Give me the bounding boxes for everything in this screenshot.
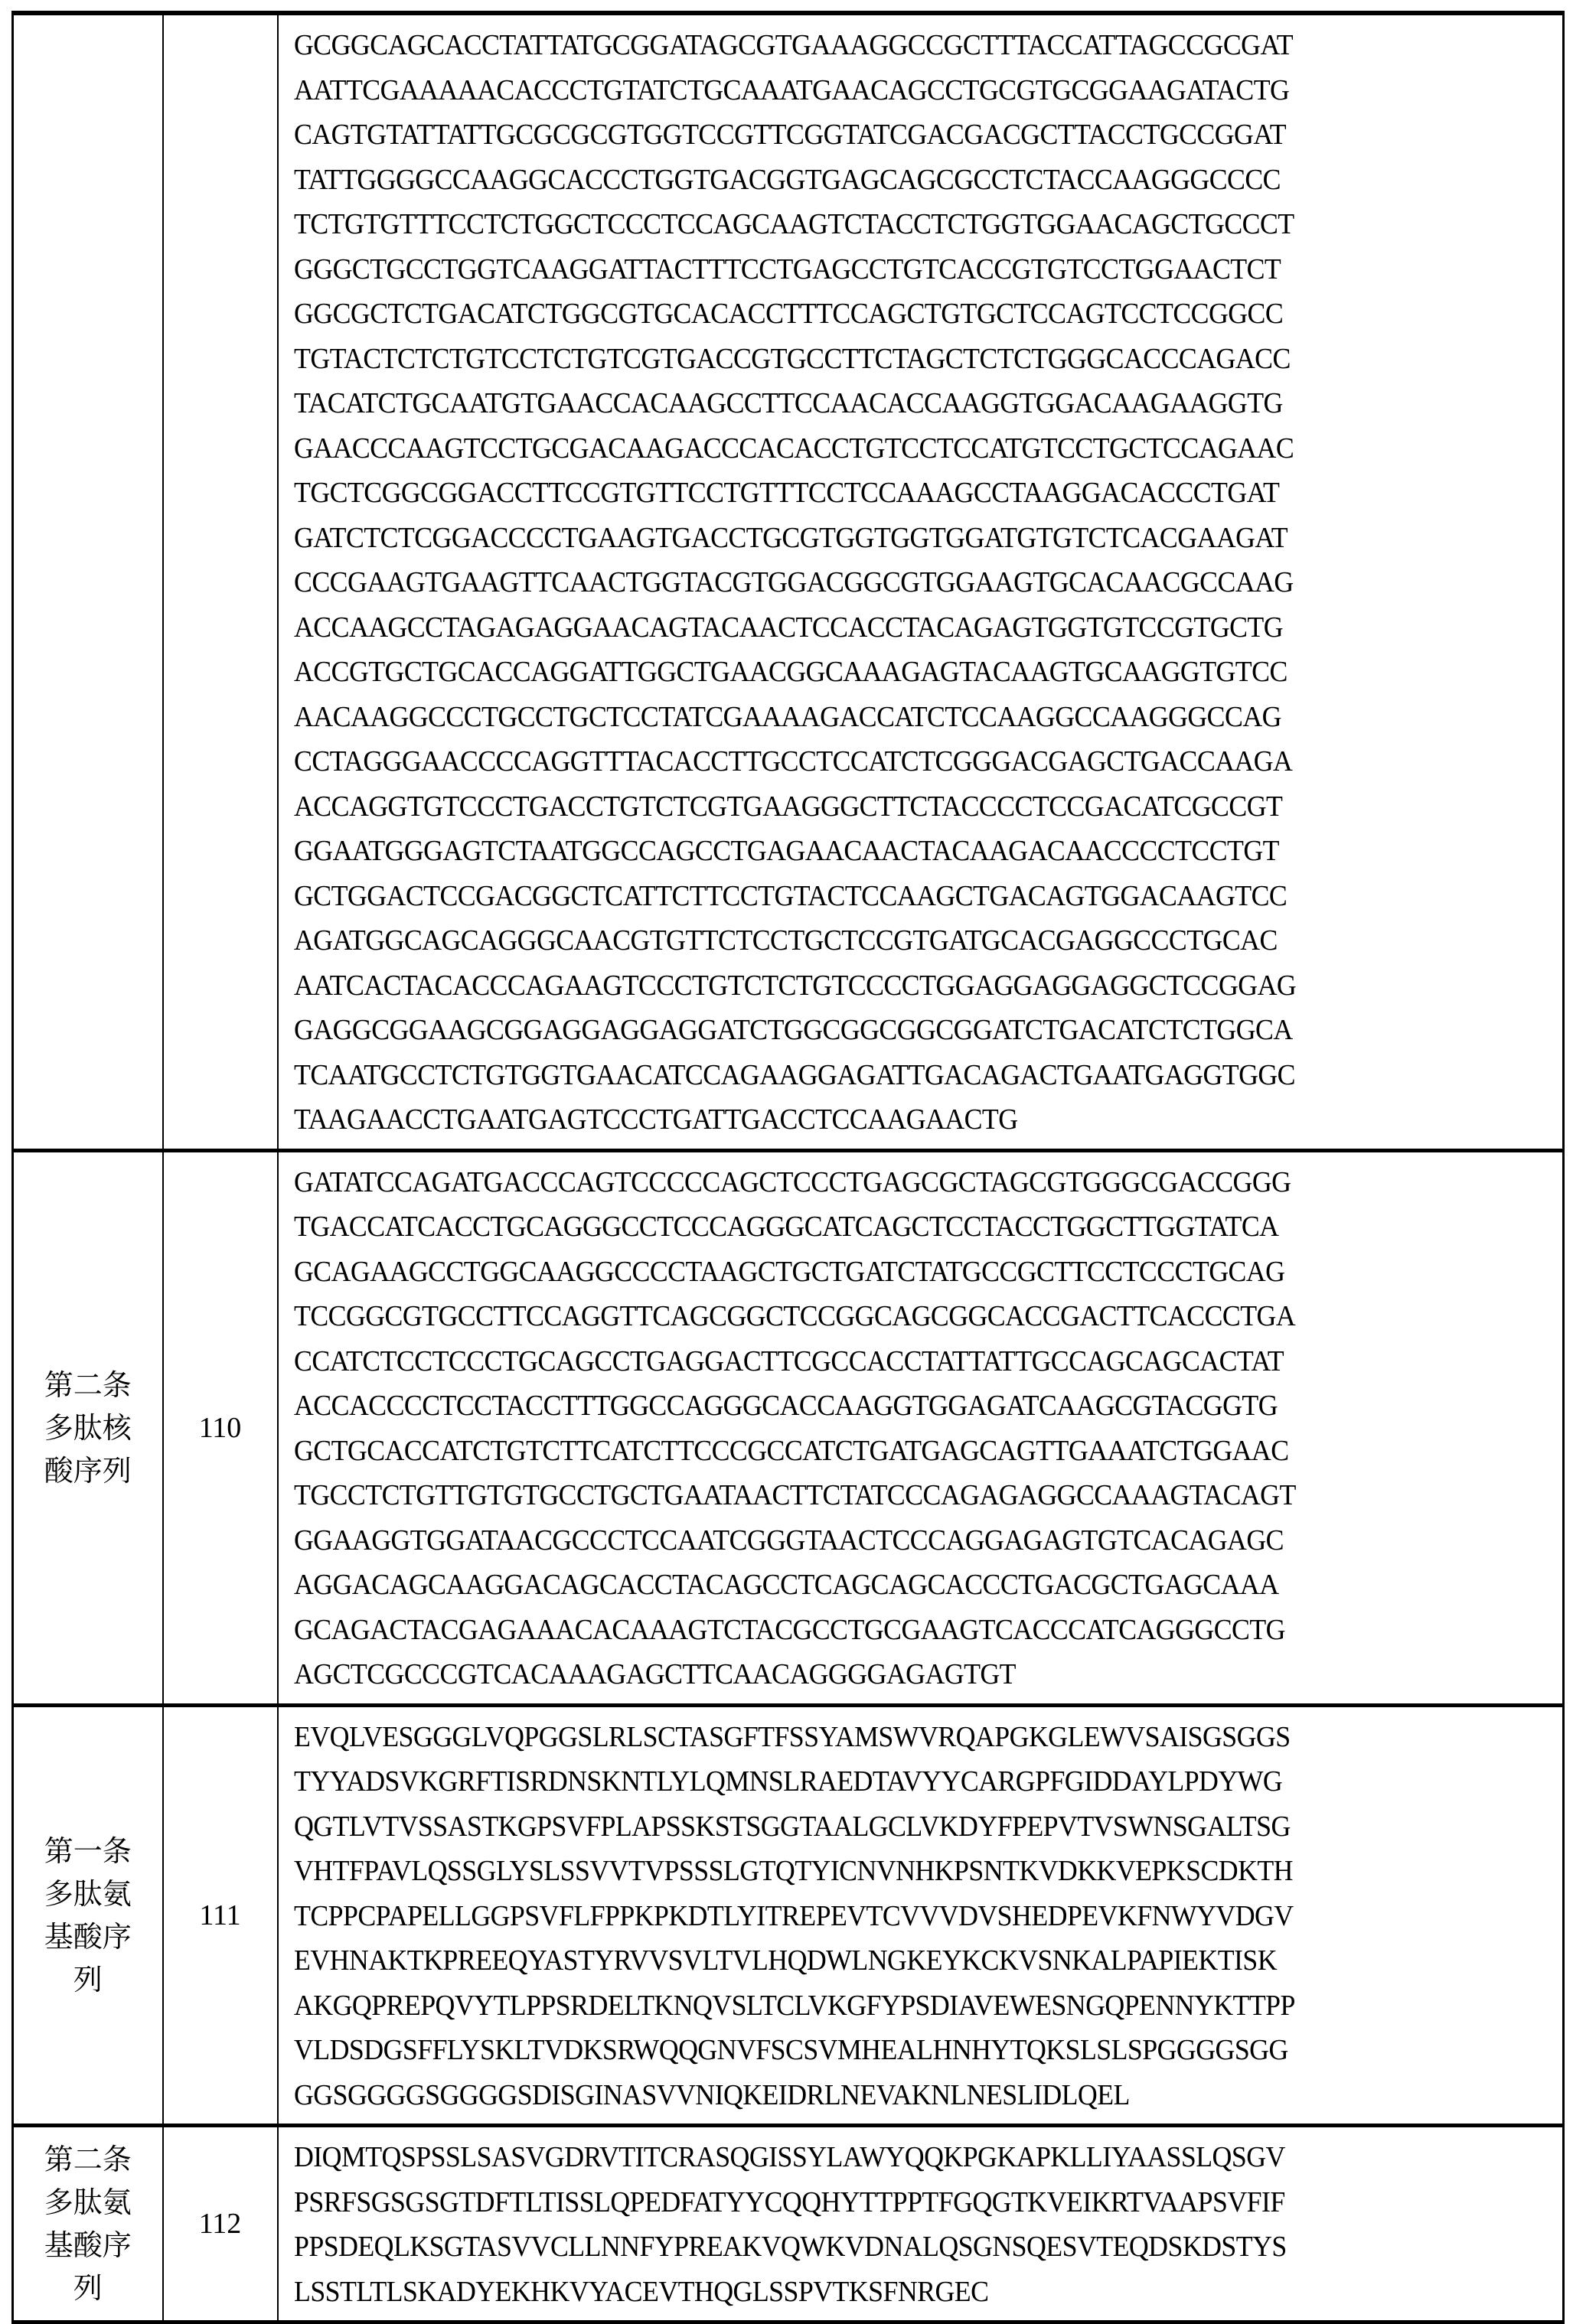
sequence-line: AGGACAGCAAGGACAGCACCTACAGCCTCAGCAGCACCCTGACGCTGAGCAAA: [293, 1569, 1278, 1601]
sequence-line: AGCTCGCCCGTCACAAAGAGCTTCAACAGGGGAGAGTGT: [293, 1658, 1016, 1690]
sequence-line: GCTGGACTCCGACGGCTCATTCTTCCTGTACTCCAAGCTGACAGTGGACAAGTCC: [293, 879, 1287, 912]
sequence-line: TCCGGCGTGCCTTCCAGGTTCAGCGGCTCCGGCAGCGGCACCGACTTCACCCTGA: [293, 1300, 1295, 1332]
sequence-line: TGTACTCTCTGTCCTCTGTCGTGACCGTGCCTTCTAGCTCTCTGGGCACCCAGACC: [293, 342, 1291, 375]
sequence-line: DIQMTQSPSSLSASVGDRVTITCRASQGISSYLAWYQQKPGKAPKLLIYAASSLQSGV: [293, 2141, 1285, 2173]
sequence-cell: [278, 1705, 1564, 2126]
table-row: [13, 1150, 1564, 1705]
sequence-line: AATCACTACACCCAGAAGTCCCTGTCTCTGTCCCCTGGAGGAGGAGGCTCCGGAG: [293, 969, 1296, 1002]
sequence-name-line: 第一条: [44, 1833, 132, 1868]
sequence-id: 111: [199, 1899, 241, 1931]
sequence-line: QGTLVTVSSASTKGPSVFPLAPSSKSTSGGTAALGCLVKDYFPEPVTVSWNSGALTSG: [293, 1810, 1291, 1843]
sequence-name-line: 第二条: [44, 2143, 132, 2176]
sequence-name-line: 基酸序: [44, 2228, 132, 2262]
sequence-line: GGAAGGTGGATAACGCCCTCCAATCGGGTAACTCCCAGGAGAGTGTCACAGAGC: [293, 1524, 1284, 1556]
sequence-line: TGACCATCACCTGCAGGGCCTCCCAGGGCATCAGCTCCTACCTGGCTTGGTATCA: [293, 1211, 1278, 1243]
sequence-line: TGCTCGGCGGACCTTCCGTGTTCCTGTTTCCTCCAAAGCCTAAGGACACCCTGAT: [293, 477, 1279, 509]
sequence-line: AATTCGAAAAACACCCTGTATCTGCAAATGAACAGCCTGCGTGCGGAAGATACTG: [293, 73, 1289, 106]
sequence-name-cell: [13, 1150, 163, 1705]
sequence-line: TYYADSVKGRFTISRDNSKNTLYLQMNSLRAEDTAVYYCARGPFGIDDAYLPDYWG: [293, 1765, 1282, 1798]
sequence-line: TAAGAACCTGAATGAGTCCCTGATTGACCTCCAAGAACTG: [293, 1103, 1018, 1136]
sequence-line: TCTGTGTTTCCTCTGGCTCCCTCCAGCAAGTCTACCTCTGGTGGAACAGCTGCCCT: [293, 208, 1294, 240]
sequence-line: GGAATGGGAGTCTAATGGCCAGCCTGAGAACAACTACAAGACAACCCCTCCTGT: [293, 835, 1279, 867]
sequence-line: EVQLVESGGGLVQPGGSLRLSCTASGFTFSSYAMSWVRQAPGKGLEWVSAISGSGGS: [293, 1720, 1291, 1753]
sequence-cell: [278, 2126, 1564, 2322]
sequence-line: TCAATGCCTCTGTGGTGAACATCCAGAAGGAGATTGACAGACTGAATGAGGTGGC: [293, 1058, 1295, 1091]
sequence-line: GATATCCAGATGACCCAGTCCCCCAGCTCCCTGAGCGCTAGCGTGGGCGACCGGG: [293, 1165, 1291, 1198]
sequence-line: EVHNAKTKPREEQYASTYRVVSVLTVLHQDWLNGKEYKCKVSNKALPAPIEKTISK: [293, 1944, 1277, 1977]
sequence-line: TACATCTGCAATGTGAACCACAAGCCTTCCAACACCAAGGTGGACAAGAAGGTG: [293, 387, 1283, 419]
sequence-line: PSRFSGSGSGTDFTLTISSLQPEDFATYYCQQHYTTPPTFGQGTKVEIKRTVAAPSVFIF: [293, 2185, 1285, 2218]
sequence-id-cell: [163, 1150, 278, 1705]
sequence-line: AKGQPREPQVYTLPPSRDELTKNQVSLTCLVKGFYPSDIAVEWESNGQPENNYKTTPP: [293, 1989, 1295, 2022]
sequence-line: ACCAGGTGTCCCTGACCTGTCTCGTGAAGGGCTTCTACCCCTCCGACATCGCCGT: [293, 790, 1282, 823]
table-row: [13, 1705, 1564, 2126]
sequence-line: CAGTGTATTATTGCGCGCGTGGTCCGTTCGGTATCGACGACGCTTACCTGCCGGAT: [293, 119, 1286, 151]
sequence-line: TGCCTCTGTTGTGTGCCTGCTGAATAACTTCTATCCCAGAGAGGCCAAAGTACAGT: [293, 1479, 1296, 1511]
sequence-name-line: 列: [73, 1962, 103, 1996]
sequence-id-cell: [163, 13, 278, 1150]
sequence-line: GCAGAAGCCTGGCAAGGCCCCTAAGCTGCTGATCTATGCCGCTTCCTCCCTGCAG: [293, 1255, 1284, 1288]
table-row: [13, 2126, 1564, 2322]
sequence-line: TCPPCPAPELLGGPSVFLFPPKPKDTLYITREPEVTCVVVDVSHEDPEVKFNWYVDGV: [293, 1899, 1294, 1932]
sequence-line: GAACCCAAGTCCTGCGACAAGACCCACACCTGTCCTCCATGTCCTGCTCCAGAAC: [293, 432, 1294, 464]
sequence-name-line: 列: [73, 2271, 103, 2305]
sequence-line: GGCGCTCTGACATCTGGCGTGCACACCTTTCCAGCTGTGCTCCAGTCCTCCGGCC: [293, 298, 1283, 330]
sequence-name-cell: [13, 2126, 163, 2322]
sequence-line: CCCGAAGTGAAGTTCAACTGGTACGTGGACGGCGTGGAAGTGCACAACGCCAAG: [293, 566, 1294, 598]
sequence-line: CCTAGGGAACCCCAGGTTTACACCTTGCCTCCATCTCGGGACGAGCTGACCAAGA: [293, 745, 1292, 777]
sequence-line: ACCGTGCTGCACCAGGATTGGCTGAACGGCAAAGAGTACAAGTGCAAGGTGTCC: [293, 656, 1287, 688]
sequence-line: GGGCTGCCTGGTCAAGGATTACTTTCCTGAGCCTGTCACCGTGTCCTGGAACTCT: [293, 253, 1281, 285]
sequence-name-line: 酸序列: [44, 1453, 132, 1488]
sequence-line: GCGGCAGCACCTATTATGCGGATAGCGTGAAAGGCCGCTTTACCATTAGCCGCGAT: [293, 29, 1293, 61]
sequence-line: PPSDEQLKSGTASVVCLLNNFYPREAKVQWKVDNALQSGNSQESVTEQDSKDSTYS: [293, 2231, 1287, 2263]
sequence-id: 110: [198, 1411, 242, 1444]
sequence-name-cell: [13, 1705, 163, 2126]
sequence-line: ACCACCCCTCCTACCTTTGGCCAGGGCACCAAGGTGGAGATCAAGCGTACGGTG: [293, 1390, 1278, 1422]
sequence-name-cell: [13, 13, 163, 1150]
sequence-line: AGATGGCAGCAGGGCAACGTGTTCTCCTGCTCCGTGATGCACGAGGCCCTGCAC: [293, 924, 1278, 957]
sequence-cell: [278, 1150, 1564, 1705]
sequence-name-line: 多肽氨: [44, 2185, 132, 2219]
sequence-line: VHTFPAVLQSSGLYSLSSVVTVPSSSLGTQTYICNVNHKPSNTKVDKKVEPKSCDKTH: [293, 1855, 1293, 1887]
sequence-id-cell: [163, 1705, 278, 2126]
sequence-id: 112: [198, 2208, 242, 2240]
sequence-name-line: 多肽核: [44, 1410, 132, 1445]
sequence-name-line: 基酸序: [44, 1919, 132, 1954]
sequence-line: VLDSDGSFFLYSKLTVDKSRWQQGNVFSCSVMHEALHNHYTQKSLSLSPGGGGSGG: [293, 2034, 1288, 2066]
sequence-cell: [278, 13, 1564, 1150]
sequence-line: AACAAGGCCCTGCCTGCTCCTATCGAAAAGACCATCTCCAAGGCCAAGGGCCAG: [293, 700, 1281, 733]
sequence-line: LSSTLTLSKADYEKHKVYACEVTHQGLSSPVTKSFNRGEC: [293, 2275, 988, 2308]
sequence-line: ACCAAGCCTAGAGAGGAACAGTACAACTCCACCTACAGAGTGGTGTCCGTGCTG: [293, 611, 1283, 644]
sequence-line: GCTGCACCATCTGTCTTCATCTTCCCGCCATCTGATGAGCAGTTGAAATCTGGAAC: [293, 1434, 1289, 1467]
sequence-name-line: 第二条: [44, 1367, 132, 1402]
sequence-table: [11, 11, 1565, 2324]
sequence-name-line: 多肽氨: [44, 1876, 132, 1911]
sequence-id-cell: [163, 2126, 278, 2322]
sequence-line: GAGGCGGAAGCGGAGGAGGAGGATCTGGCGGCGGCGGATCTGACATCTCTGGCA: [293, 1014, 1293, 1046]
table-row: [13, 13, 1564, 1150]
sequence-line: GATCTCTCGGACCCCTGAAGTGACCTGCGTGGTGGTGGATGTGTCTCACGAAGAT: [293, 521, 1287, 554]
sequence-line: TATTGGGGCCAAGGCACCCTGGTGACGGTGAGCAGCGCCTCTACCAAGGGCCCC: [293, 163, 1281, 196]
sequence-line: GGSGGGGSGGGGSDISGINASVVNIQKEIDRLNEVAKNLNESLIDLQEL: [293, 2078, 1130, 2111]
sequence-line: GCAGACTACGAGAAACACAAAGTCTACGCCTGCGAAGTCACCCATCAGGGCCTG: [293, 1613, 1285, 1646]
sequence-line: CCATCTCCTCCCTGCAGCCTGAGGACTTCGCCACCTATTATTGCCAGCAGCACTAT: [293, 1345, 1284, 1377]
